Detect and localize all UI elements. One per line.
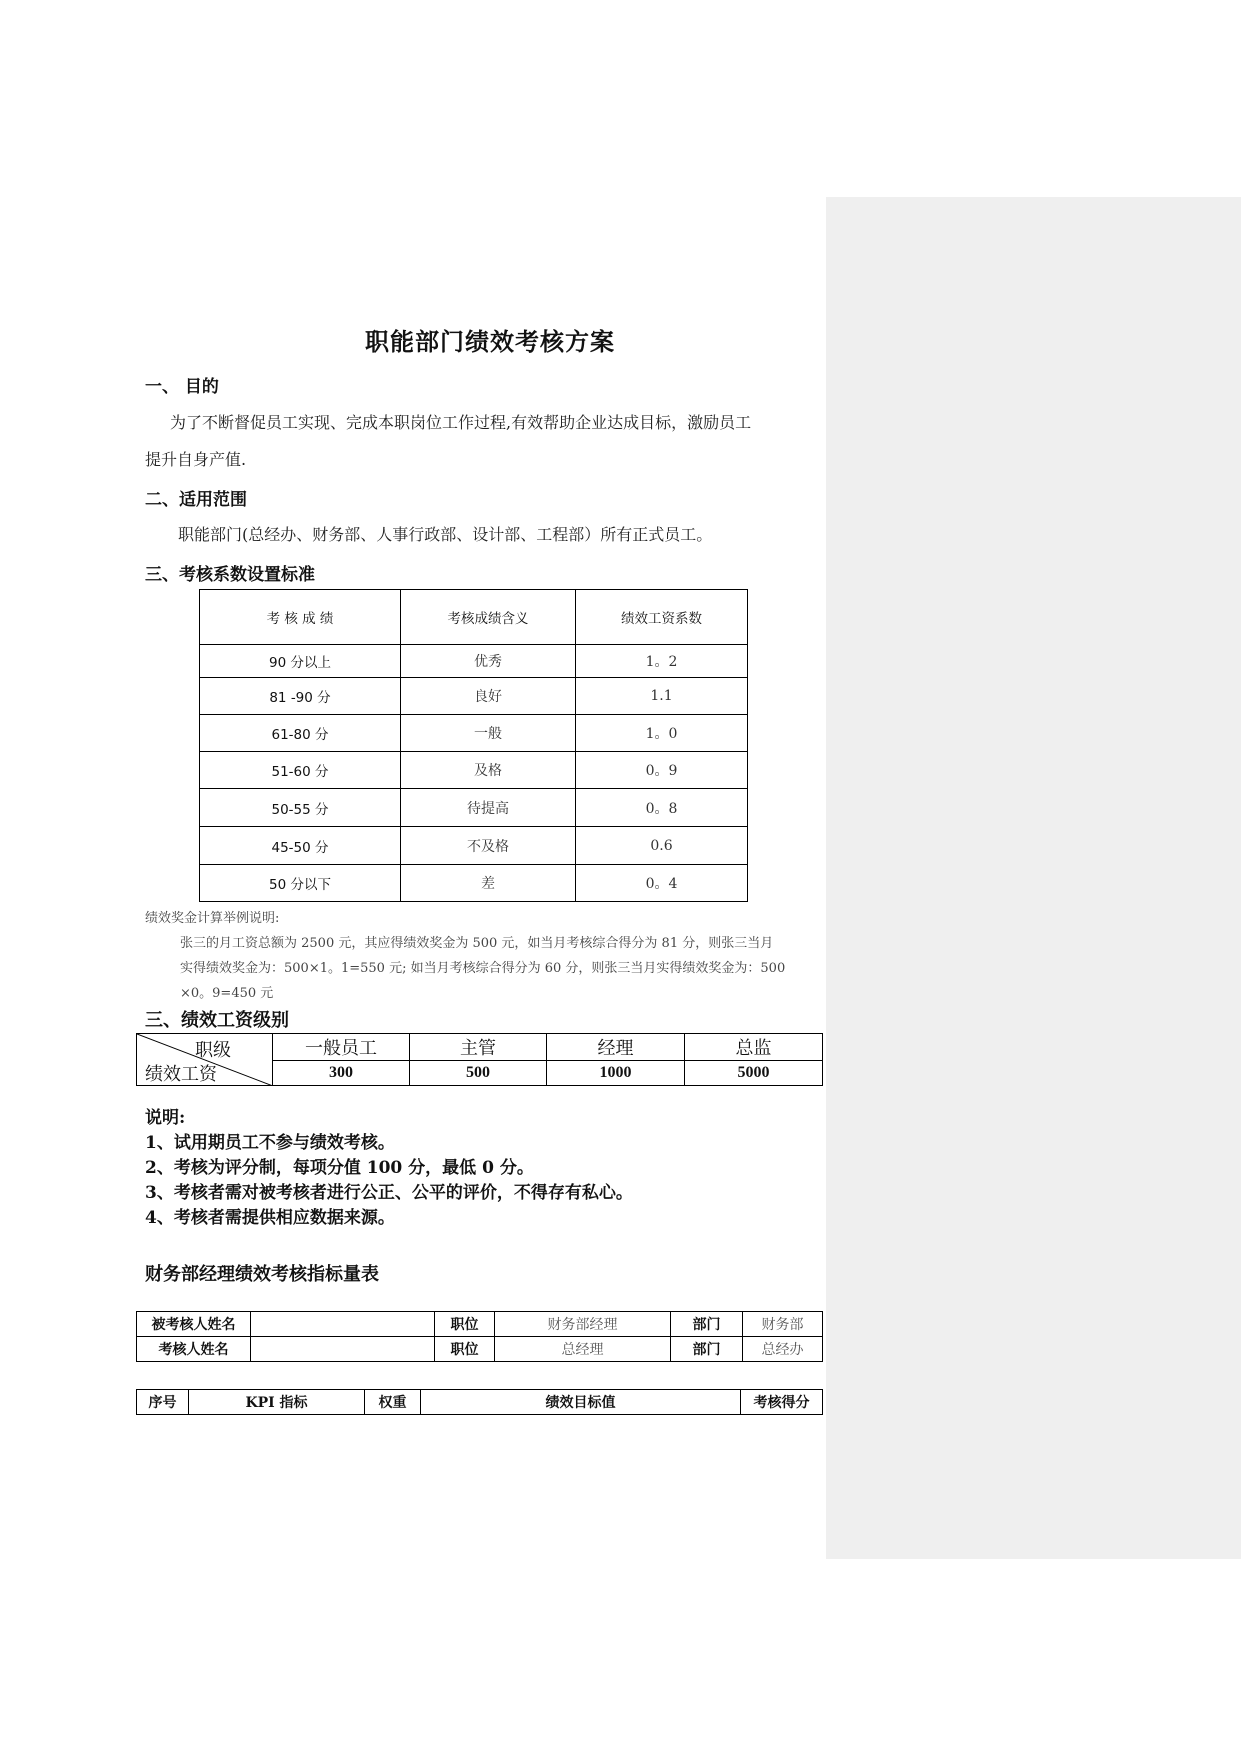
assessee-name-field[interactable] <box>251 1312 435 1337</box>
note-item: 2、考核为评分制，每项分值 100 分，最低 0 分。 <box>145 1158 534 1178</box>
table-row <box>137 1337 823 1362</box>
score-range-cell: 81 -90 分 <box>200 678 401 715</box>
table-row <box>200 715 748 752</box>
scope-text: 职能部门(总经办、财务部、人事行政部、设计部、工程部）所有正式员工。 <box>178 525 713 544</box>
grade-meaning-cell: 差 <box>401 865 576 902</box>
level-header: 一般员工 <box>273 1034 410 1061</box>
purpose-text-line1: 为了不断督促员工实现、完成本职岗位工作过程,有效帮助企业达成目标，激励员工 <box>170 413 752 432</box>
section-heading-coefficient: 三、考核系数设置标准 <box>145 565 315 585</box>
department-label: 部门 <box>671 1312 743 1337</box>
kpi-table <box>136 1389 823 1415</box>
table-header-row <box>200 590 748 645</box>
table-row <box>200 678 748 715</box>
position-label: 职位 <box>435 1337 495 1362</box>
column-header: 序号 <box>137 1390 189 1415</box>
department-value: 总经办 <box>743 1337 823 1362</box>
bonus-example-line3: ×0。9=450 元 <box>180 986 274 1001</box>
department-value: 财务部 <box>743 1312 823 1337</box>
department-label: 部门 <box>671 1337 743 1362</box>
table-row <box>200 827 748 865</box>
coefficient-cell: 0。9 <box>576 752 748 789</box>
grade-meaning-cell: 优秀 <box>401 645 576 678</box>
column-header: KPI 指标 <box>189 1390 365 1415</box>
grade-meaning-cell: 一般 <box>401 715 576 752</box>
note-item: 1、试用期员工不参与绩效考核。 <box>145 1133 395 1153</box>
table-row <box>137 1034 823 1061</box>
coefficient-cell: 1。2 <box>576 645 748 678</box>
level-header: 经理 <box>547 1034 685 1061</box>
column-header: 权重 <box>365 1390 421 1415</box>
grade-meaning-cell: 及格 <box>401 752 576 789</box>
column-header: 考核成绩含义 <box>401 590 576 645</box>
position-value: 财务部经理 <box>495 1312 671 1337</box>
table-row <box>200 789 748 827</box>
score-range-cell: 90 分以上 <box>200 645 401 678</box>
position-value: 总经理 <box>495 1337 671 1362</box>
kpi-form-title: 财务部经理绩效考核指标量表 <box>145 1264 379 1285</box>
purpose-text-line2: 提升自身产值. <box>145 450 247 469</box>
table-row <box>200 865 748 902</box>
corner-label-level: 职级 <box>195 1040 231 1061</box>
notes-heading: 说明: <box>145 1108 186 1128</box>
score-range-cell: 50 分以下 <box>200 865 401 902</box>
table-header-row <box>137 1390 823 1415</box>
diagonal-header-cell <box>137 1034 273 1086</box>
coefficient-cell: 1.1 <box>576 678 748 715</box>
coefficient-cell: 0。8 <box>576 789 748 827</box>
score-range-cell: 51-60 分 <box>200 752 401 789</box>
coefficient-cell: 0。4 <box>576 865 748 902</box>
table-row <box>200 645 748 678</box>
level-header: 总监 <box>685 1034 823 1061</box>
column-header: 绩效目标值 <box>421 1390 741 1415</box>
comment-margin-panel <box>826 197 1241 1559</box>
section-heading-purpose: 一、 目的 <box>145 377 219 397</box>
salary-amount-cell: 1000 <box>547 1061 685 1086</box>
salary-amount-cell: 5000 <box>685 1061 823 1086</box>
bonus-example-line1: 张三的月工资总额为 2500 元，其应得绩效奖金为 500 元，如当月考核综合得分为 81 分，则张三当月 <box>180 936 774 951</box>
column-header: 考 核 成 绩 <box>200 590 401 645</box>
note-item: 3、考核者需对被考核者进行公正、公平的评价，不得存有私心。 <box>145 1183 633 1203</box>
score-range-cell: 61-80 分 <box>200 715 401 752</box>
section-heading-scope: 二、适用范围 <box>145 490 247 510</box>
grade-meaning-cell: 良好 <box>401 678 576 715</box>
salary-amount-cell: 300 <box>273 1061 410 1086</box>
coefficient-cell: 0.6 <box>576 827 748 865</box>
assessor-name-field[interactable] <box>251 1337 435 1362</box>
note-item: 4、考核者需提供相应数据来源。 <box>145 1208 395 1228</box>
salary-grade-table <box>136 1033 823 1086</box>
coefficient-table <box>199 589 748 902</box>
assessee-name-label: 被考核人姓名 <box>137 1312 251 1337</box>
table-row <box>137 1312 823 1337</box>
score-range-cell: 45-50 分 <box>200 827 401 865</box>
assessee-info-table <box>136 1311 823 1362</box>
assessor-name-label: 考核人姓名 <box>137 1337 251 1362</box>
document-title: 职能部门绩效考核方案 <box>365 327 615 356</box>
grade-meaning-cell: 不及格 <box>401 827 576 865</box>
bonus-example-line2: 实得绩效奖金为：500×1。1=550 元; 如当月考核综合得分为 60 分，则张三当月实得绩效奖金为：500 <box>180 961 786 976</box>
column-header: 考核得分 <box>741 1390 823 1415</box>
coefficient-cell: 1。0 <box>576 715 748 752</box>
level-header: 主管 <box>410 1034 547 1061</box>
corner-label-salary: 绩效工资 <box>145 1064 217 1085</box>
section-heading-salary-grade: 三、绩效工资级别 <box>145 1010 289 1031</box>
position-label: 职位 <box>435 1312 495 1337</box>
bonus-example-label: 绩效奖金计算举例说明: <box>145 911 280 926</box>
score-range-cell: 50-55 分 <box>200 789 401 827</box>
column-header: 绩效工资系数 <box>576 590 748 645</box>
grade-meaning-cell: 待提高 <box>401 789 576 827</box>
table-row <box>200 752 748 789</box>
salary-amount-cell: 500 <box>410 1061 547 1086</box>
